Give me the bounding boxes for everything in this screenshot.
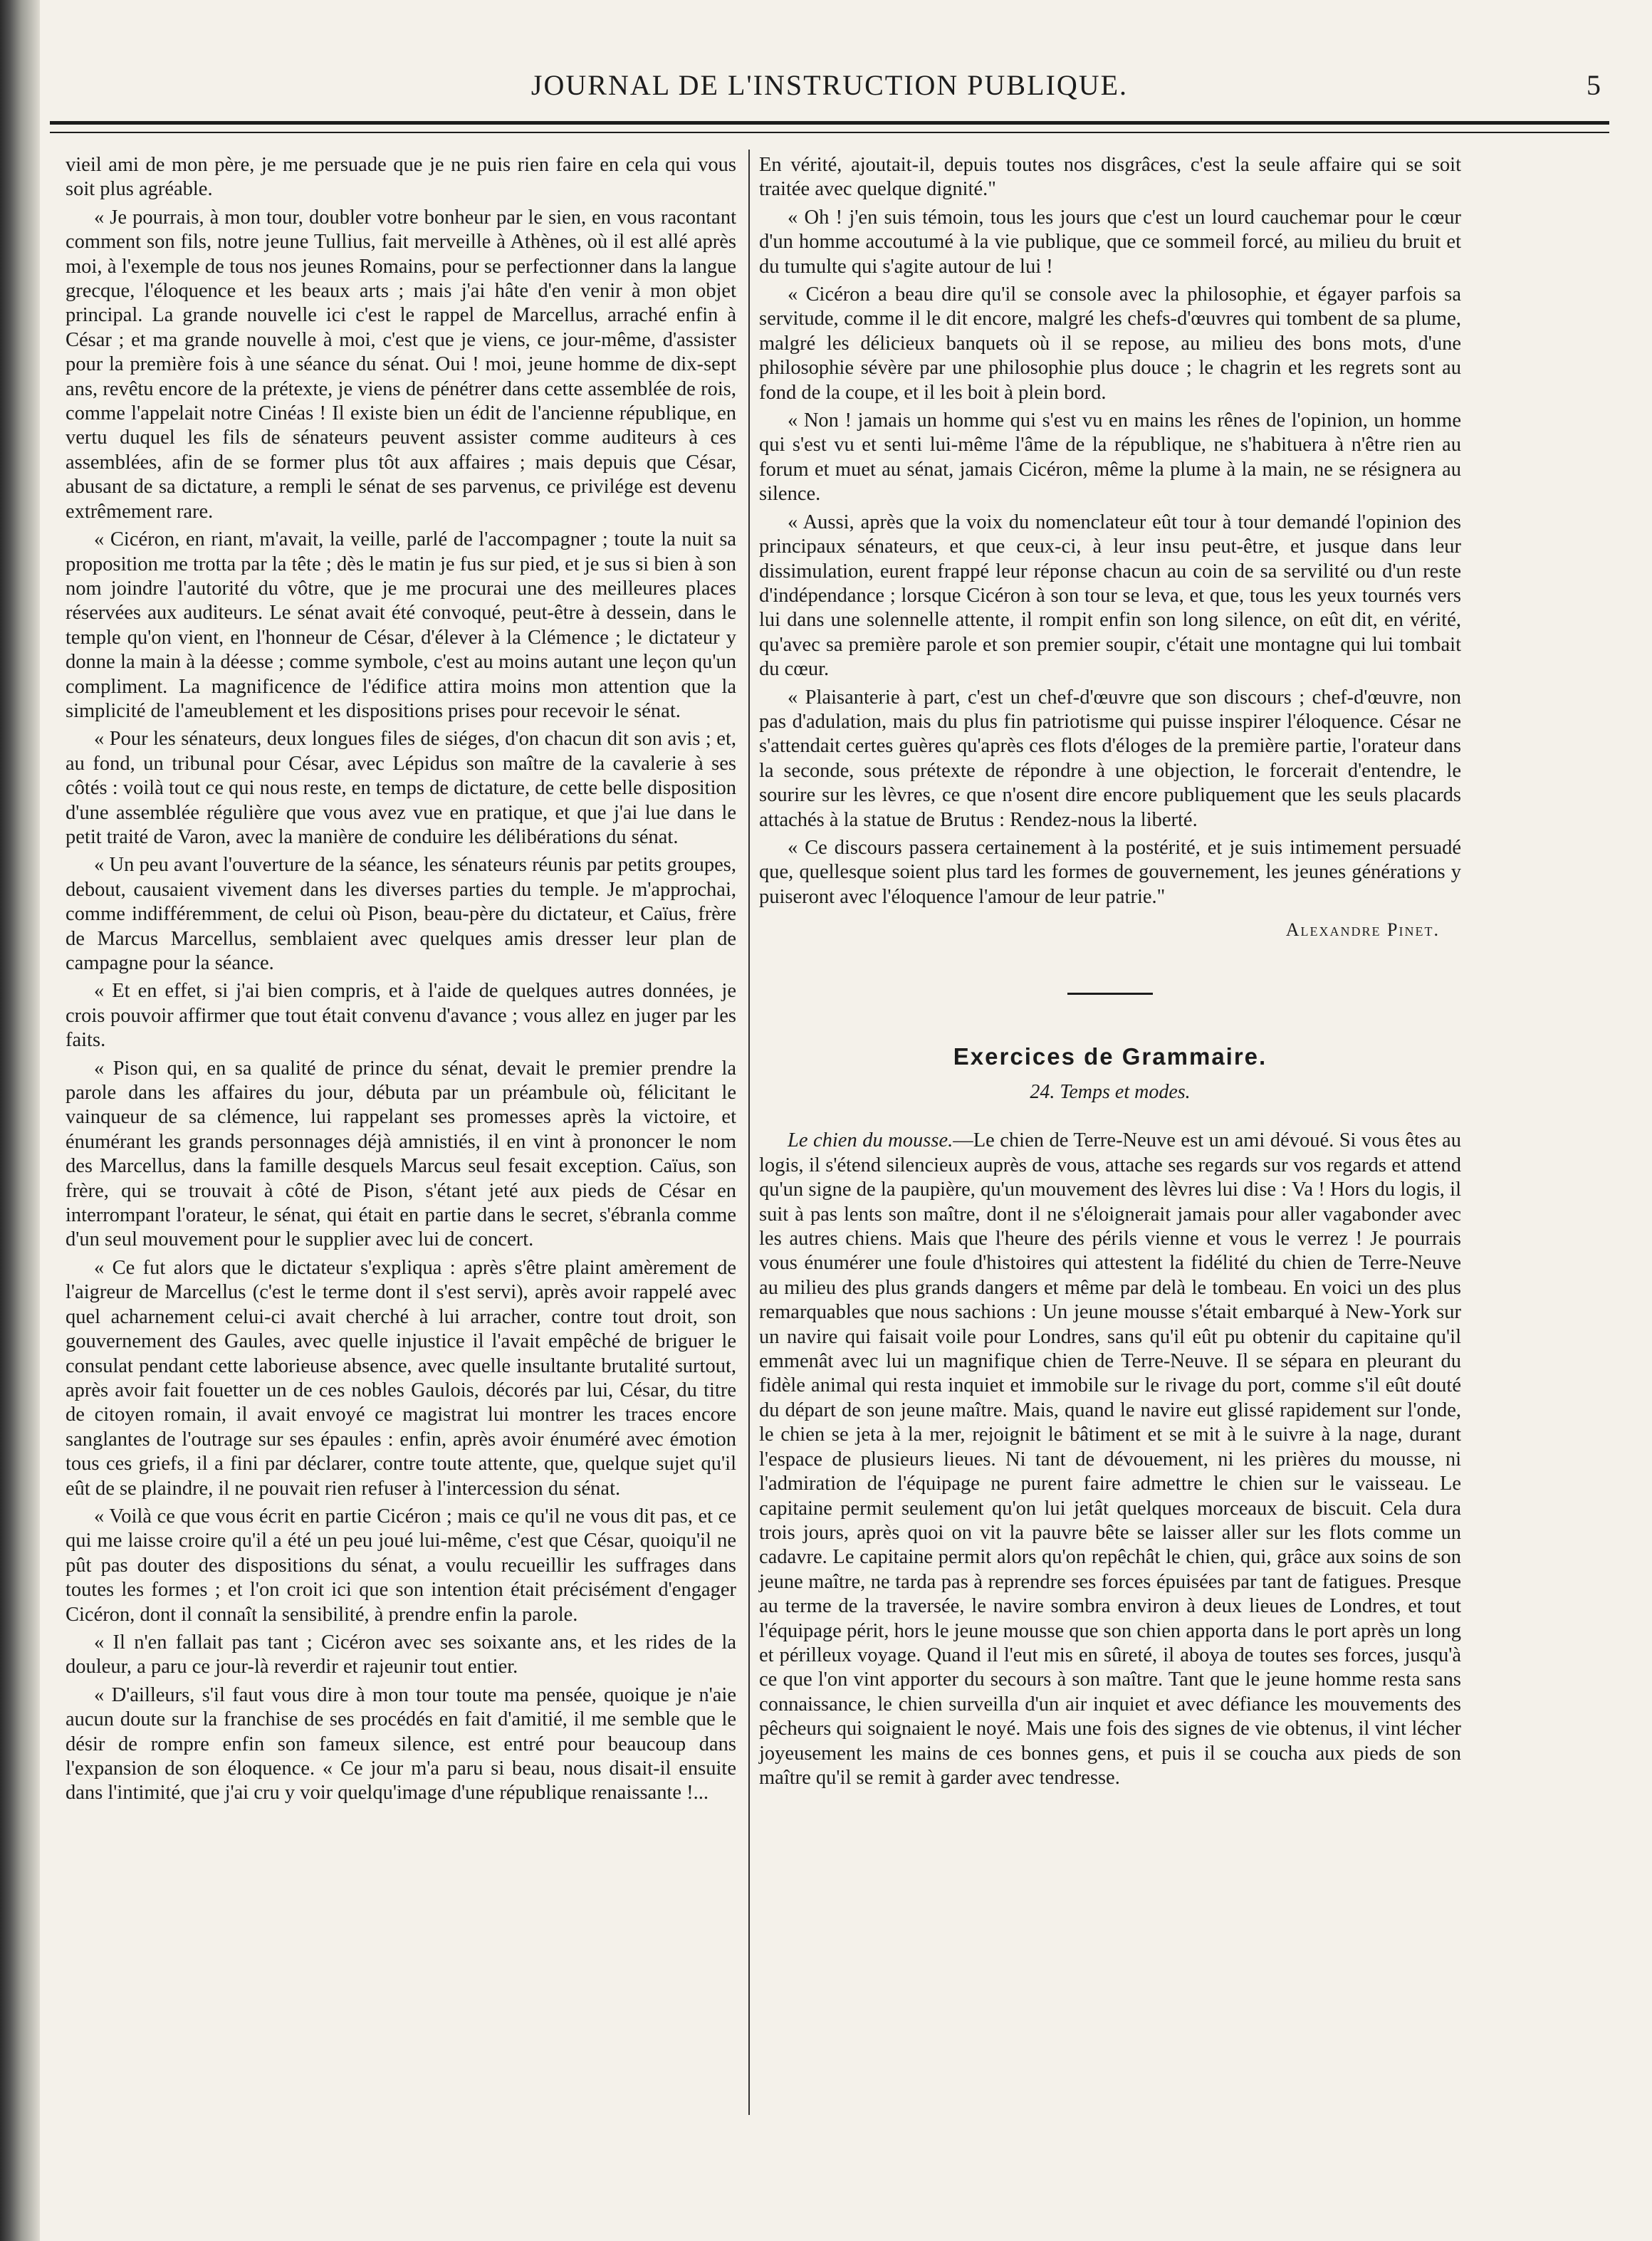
paragraph: « Aussi, après que la voix du nomenclateur eût tour à tour demandé l'opinion des principaux sénateurs, et que ceux-ci, à leur insu peut-être, et jusque dans leur dissimulation, eurent frappé leur réponse chacun au coin de sa servilité ou d'un reste d'indépendance ; lorsque Cicéron à son tour se leva, et que, tous les yeux tournés vers lui dans une solennelle attente, il rompit enfin son long silence, on eût dit, en vérité, qu'avec sa première parole et son premier soupir, c'était une montagne qui lui tombait du cœur. xyxy=(759,511,1461,681)
paragraph: « Non ! jamais un homme qui s'est vu en mains les rênes de l'opinion, un homme qui s'est vu et senti lui-même l'âme de la république, ne s'habituera à n'être rien au forum et muet au sénat, jamais Cicéron, même la plume à la main, ne se résignera au silence. xyxy=(759,409,1461,506)
journal-title: JOURNAL DE L'INSTRUCTION PUBLIQUE. xyxy=(530,69,1129,101)
paragraph: « Il n'en fallait pas tant ; Cicéron avec ses soixante ans, et les rides de la douleur, a paru ce jour-là reverdir et rajeunir tout entier. xyxy=(66,1631,736,1678)
author-signature: Alexandre Pinet. xyxy=(1285,919,1440,941)
exercise-lead: Le chien du mousse. xyxy=(788,1129,953,1152)
paragraph: « Pour les sénateurs, deux longues files de siéges, d'on chacun dit son avis ; et, au fond, un tribunal pour César, avec Lépidus son maître de la cavalerie à ses côtés : voilà tout ce qui nous reste, en temps de dictature, de cette belle disposition d'une assemblée régulière que vous avez vue en pratique, et que j'ai lue dans le petit traité de Varon, avec la manière de conduire les délibérations du sénat. xyxy=(66,728,736,848)
paragraph: « Et en effet, si j'ai bien compris, et à l'aide de quelques autres données, je crois pouvoir affirmer que tout était convenu d'avance ; vous allez en juger par les faits. xyxy=(66,980,736,1052)
column-divider xyxy=(748,150,750,2115)
header-rule xyxy=(50,121,1609,133)
paragraph: « Ce discours passera certainement à la postérité, et je suis intimement persuadé que, quellesque soient plus tard les formes de gouvernement, les jeunes générations y puiseront avec l'éloquence l'amour de leur patrie." xyxy=(759,836,1461,908)
exercise-paragraph xyxy=(759,1129,1461,1790)
paragraph: « D'ailleurs, s'il faut vous dire à mon tour toute ma pensée, quoique je n'aie aucun doute sur la franchise de ses procédés en fait d'amitié, il me semble que le désir de rompre enfin son fameux silence, est entré pour beaucoup dans l'expansion de son éloquence. « Ce jour m'a paru si beau, nous disait-il ensuite dans l'intimité, que j'ai cru y voir quelqu'image d'une république renaissante !... xyxy=(66,1683,736,1804)
paragraph: « Oh ! j'en suis témoin, tous les jours que c'est un lourd cauchemar pour le cœur d'un homme accoutumé à la vie publique, que ce sommeil forcé, au milieu du bruit et du tumulte qui s'agite autour de lui ! xyxy=(759,206,1461,278)
page-number: 5 xyxy=(1586,69,1601,101)
section-separator xyxy=(1067,993,1153,995)
paragraph: « Cicéron a beau dire qu'il se console avec la philosophie, et égayer parfois sa servitude, comme il le dit encore, malgré les chefs-d'œuvres qui tombent de sa plume, malgré les délicieux banquets où il se repose, au milieu des bons mots, d'une philosophie sévère par une philosophie plus douce ; le chagrin et les regrets sont au fond de la coupe, et il les boit à plein bord. xyxy=(759,283,1461,404)
paragraph: vieil ami de mon père, je me persuade que je ne puis rien faire en cela qui vous soit plus agréable. xyxy=(66,154,736,201)
page-header xyxy=(50,51,1609,108)
paragraph: « Ce fut alors que le dictateur s'expliqua : après s'être plaint amèrement de l'aigreur de Marcellus (c'est le terme dont il s'est servi), après avoir rappelé avec quel acharnement celui-ci avait cherché à lui arracher, contre tout droit, son gouvernement des Gaules, avec quelle injustice il l'avait empêché de briguer le consulat pendant cette laborieuse absence, avec quelle insultante brutalité surtout, après avoir fait fouetter un de ces nobles Gaulois, décorés par lui, César, du titre de citoyen romain, il avait envoyé ce magistrat lui montrer les traces encore sanglantes de l'outrage sur ses épaules : enfin, après avoir énuméré avec émotion tous ces griefs, il a fini par déclarer, contre toute attente, que, quelque sujet qu'il eût de se plaindre, il ne pouvait rien refuser à l'intercession du sénat. xyxy=(66,1256,736,1500)
left-column xyxy=(66,153,736,1809)
right-column xyxy=(759,153,1461,1794)
exercise-text: —Le chien de Terre-Neuve est un ami dévoué. Si vous êtes au logis, il s'étend silencieux auprès de vous, attache ses regards sur vos regards et attend qu'un signe de la paupière, qu'un mouvement des lèvres lui dise : Va ! Hors du logis, il suit à pas lents son maître, dont il ne s'éloignerait jamais pour aller vagabonder avec les autres chiens. Mais que l'heure des périls vienne et vous le verrez ! Je pourrais vous énumérer une foule d'histoires qui attestent la fidélité du chien de Terre-Neuve au milieu des plus grands dangers et même par delà le tombeau. En voici un des plus remarquables que nous sachions : Un jeune mousse s'était embarqué à New-York sur un navire qui faisait voile pour Londres, sans qu'il eût pu obtenir du capitaine qu'il emmenât avec lui un magnifique chien de Terre-Neuve. Il se sépara en pleurant du fidèle animal qui resta inquiet et immobile sur le rivage du port, comme s'il eût douté du départ de son jeune maître. Mais, quand le navire eut glissé rapidement sur l'onde, le chien se jeta à la mer, rejoignit le bâtiment et se mit à le suivre à la nage, durant l'espace de plusieurs lieues. Ni tant de dévouement, ni les prières du mousse, ni l'admiration de l'équipage ne purent faire admettre le chien sur le vaisseau. Le capitaine permit seulement qu'on lui jetât quelques morceaux de biscuit. Cela dura trois jours, après quoi on vit la pauvre bête se laisser aller sur les flots comme un cadavre. Le capitaine permit alors qu'on repêchât le chien, qui, grâce aux soins de son jeune maître, ne tarda pas à reprendre ses forces épuisées par tant de fatigues. Presque au terme de la traversée, le navire sombra environ à deux lieues de Londres, et tout l'équipage périt, hors le jeune mousse que son chien apporta dans le port après un long et périlleux voyage. Quand il l'eut mis en sûreté, il aboya de toutes ses forces, jusqu'à ce que l'on vint apporter du secours à son maître. Tant que le jeune homme resta sans connaissance, le chien surveilla d'un air inquiet et avec défiance les mouvements des pêcheurs qui soignaient le noyé. Mais une fois des signes de vie obtenus, il vint lécher joyeusement les mains de ces bonnes gens, et puis il se coucha aux pieds de son maître qu'il se remit à garder avec tendresse. xyxy=(759,1129,1461,1789)
paragraph: « Pison qui, en sa qualité de prince du sénat, devait le premier prendre la parole dans les affaires du jour, débuta par un préambule où, félicitant le vainqueur de sa clémence, lui rappelant ses promesses après la victoire, et énumérant les grands personnages déjà amnistiés, il en vint à prononcer le nom des Marcellus, dans la famille desquels Marcus seul fesait exception. Caïus, son frère, qui se trouvait à côté de Pison, s'étant jeté aux pieds de César en interrompant l'orateur, le sénat, qui était en partie dans le secret, s'ébranla comme d'un seul mouvement pour le supplier avec lui de concert. xyxy=(66,1057,736,1251)
paragraph: En vérité, ajoutait-il, depuis toutes nos disgrâces, c'est la seule affaire qui se soit traitée avec quelque dignité." xyxy=(759,154,1461,201)
paragraph: « Voilà ce que vous écrit en partie Cicéron ; mais ce qu'il ne vous dit pas, et ce qui me laisse croire qu'il a été un peu joué lui-même, c'est que César, quoiqu'il ne pût pas douter des dispositions du sénat, a voulu recueillir les suffrages dans toutes les formes ; et l'on croit ici que son intention était précisément d'engager Cicéron, dont il connaît la sensibilité, à prendre enfin la parole. xyxy=(66,1505,736,1626)
binding-edge xyxy=(0,0,40,2241)
section-subtitle xyxy=(759,1080,1461,1104)
paragraph: « Cicéron, en riant, m'avait, la veille, parlé de l'accompagner ; toute la nuit sa proposition me trotta par la tête ; dès le matin je fus sur pied, et je sus si bien à son nom joindre l'autorité du vôtre, que je me procurai une des meilleures places réservées aux auditeurs. Le sénat avait été convoqué, peut-être à dessein, dans le temple qu'on vient, en l'honneur de César, d'élever à la Clémence ; le dictateur y donne la main à la déesse ; comme symbole, c'est au moins autant une leçon qu'un compliment. La magnificence de l'édifice attira moins mon attention que la simplicité de l'ameublement et les dispositions prises pour recevoir le sénat. xyxy=(66,528,736,722)
section-title: Exercices de Grammaire. xyxy=(953,1043,1267,1070)
section-subtitle-text: 24. Temps et modes. xyxy=(1030,1081,1191,1103)
paragraph: « Plaisanterie à part, c'est un chef-d'œuvre que son discours ; chef-d'œuvre, non pas d'adulation, mais du plus fin patriotisme qui puisse inspirer l'éloquence. César ne s'attendait certes guères qu'après ces flots d'éloges de la première partie, l'orateur dans la seconde, sous prétexte de répondre à une objection, le forcerait d'entendre, le sourire sur les lèvres, ce que n'osent dire encore publiquement que les seuls placards attachés à la statue de Brutus : Rendez-nous la liberté. xyxy=(759,686,1461,831)
paragraph: « Je pourrais, à mon tour, doubler votre bonheur par le sien, en vous racontant comment son fils, notre jeune Tullius, fait merveille à Athènes, où il est allé après moi, à l'exemple de tous nos jeunes Romains, pour se perfectionner dans la langue grecque, l'éloquence et les beaux arts ; mais j'ai hâte d'en venir à mon objet principal. La grande nouvelle ici c'est le rappel de Marcellus, arraché enfin à César ; et ma grande nouvelle à moi, c'est que je viens, ce jour-même, d'assister pour la première fois à une séance du sénat. Oui ! moi, jeune homme de dix-sept ans, revêtu encore de la prétexte, je viens de pénétrer dans cette assemblée de rois, comme l'appelait notre Cinéas ! Il existe bien un édit de l'ancienne république, en vertu duquel les fils de sénateurs peuvent assister comme auditeurs à ces assemblées, afin de se former plus tôt aux affaires ; mais depuis que César, abusant de sa dictature, a rempli le sénat de ses parvenus, ce privilége est devenu extrêmement rare. xyxy=(66,206,736,523)
paragraph: « Un peu avant l'ouverture de la séance, les sénateurs réunis par petits groupes, debout, causaient vivement dans les diverses parties du temple. Je m'approchai, comme indifféremment, de celui où Pison, beau-père du dictateur, et Caïus, frère de Marcus Marcellus, semblaient avec quelques amis dresser leur plan de campagne pour la séance. xyxy=(66,854,736,974)
